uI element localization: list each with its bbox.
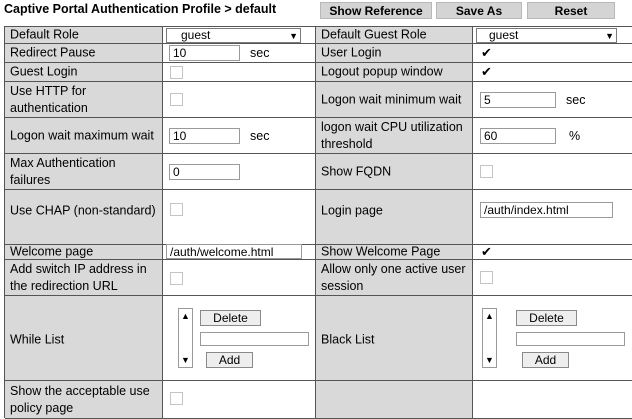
welcome-page-value-cell (163, 245, 316, 260)
default-guest-role-label-cell (316, 27, 473, 44)
scroll-down-icon[interactable]: ▼ (181, 355, 190, 365)
show-welcome-page-value-cell (473, 245, 632, 260)
black-list-add-button[interactable]: Add (522, 352, 569, 368)
show-fqdn-label-cell (316, 154, 473, 190)
add-switch-ip-value-cell (163, 260, 316, 296)
use-chap-checkbox[interactable] (170, 203, 183, 216)
guest-login-value-cell (163, 63, 316, 82)
logout-popup-checkbox[interactable]: ✔ (481, 64, 492, 79)
logout-popup-value-cell (473, 63, 632, 82)
logon-wait-min-unit: sec (566, 93, 586, 107)
add-switch-ip-label-cell (5, 260, 163, 296)
one-active-session-value-cell (473, 260, 632, 296)
user-login-checkbox[interactable]: ✔ (481, 45, 492, 60)
login-page-input[interactable] (480, 202, 613, 218)
black-list-value-cell (473, 296, 632, 381)
empty-value-cell (473, 381, 632, 419)
page-title: Captive Portal Authentication Profile > default (4, 2, 277, 16)
guest-login-label-cell (5, 63, 163, 82)
welcome-page-label-cell (5, 245, 163, 260)
max-auth-failures-input[interactable] (169, 164, 240, 180)
show-welcome-page-label-cell (316, 245, 473, 260)
default-guest-role-selected: guest (489, 28, 519, 42)
default-role-selected: guest (181, 28, 211, 42)
logon-wait-min-label-cell (316, 82, 473, 118)
redirect-pause-input[interactable] (169, 45, 240, 61)
white-list-delete-button[interactable]: Delete (200, 310, 261, 326)
logon-wait-max-value-cell (163, 118, 316, 154)
use-http-value-cell (163, 82, 316, 118)
logon-wait-max-unit: sec (250, 129, 270, 143)
empty-label-cell (316, 381, 473, 419)
use-chap-label: Use CHAP (non-standard) (10, 203, 156, 218)
login-page-label: Login page (321, 203, 383, 218)
add-switch-ip-label: Add switch IP address in the redirection URL (10, 261, 147, 293)
use-http-label-cell (5, 82, 163, 118)
show-aup-checkbox[interactable] (170, 392, 183, 405)
redirect-pause-label: Redirect Pause (10, 45, 96, 60)
max-auth-failures-value-cell (163, 154, 316, 190)
logon-wait-min-value-cell (473, 82, 632, 118)
use-http-checkbox[interactable] (170, 93, 183, 106)
one-active-session-label-cell (316, 260, 473, 296)
logout-popup-label-cell (316, 63, 473, 82)
max-auth-failures-label-cell (5, 154, 163, 190)
use-http-label: Use HTTP for authentication (10, 83, 88, 115)
user-login-label-cell (316, 44, 473, 63)
login-page-value-cell (473, 190, 632, 245)
max-auth-failures-label: Max Authentication failures (10, 155, 116, 187)
white-list-value-cell (163, 296, 316, 381)
white-list-label-cell (5, 296, 163, 381)
scroll-up-icon[interactable]: ▲ (485, 311, 494, 321)
logon-wait-min-label: Logon wait minimum wait (321, 92, 462, 106)
chevron-down-icon: ▼ (289, 31, 298, 41)
logon-wait-max-input[interactable] (169, 128, 240, 144)
default-guest-role-label: Default Guest Role (321, 27, 427, 42)
logon-wait-cpu-label-cell (316, 118, 473, 154)
use-chap-label-cell (5, 190, 163, 245)
black-list-label: Black List (321, 332, 375, 347)
logout-popup-label: Logout popup window (321, 64, 443, 79)
default-role-label-cell (5, 27, 163, 44)
default-guest-role-value-cell (473, 27, 632, 44)
one-active-session-checkbox[interactable] (480, 271, 493, 284)
show-aup-value-cell (163, 381, 316, 419)
reset-button[interactable]: Reset (527, 2, 615, 19)
logon-wait-cpu-label: logon wait CPU utilization threshold (321, 119, 463, 151)
show-welcome-page-label: Show Welcome Page (321, 244, 441, 259)
welcome-page-label: Welcome page (10, 244, 94, 259)
show-reference-button[interactable]: Show Reference (320, 2, 432, 19)
use-chap-value-cell (163, 190, 316, 245)
black-list-listbox[interactable] (482, 308, 497, 368)
scroll-up-icon[interactable]: ▲ (181, 311, 190, 321)
login-page-label-cell (316, 190, 473, 245)
show-fqdn-value-cell (473, 154, 632, 190)
add-switch-ip-checkbox[interactable] (170, 272, 183, 285)
logon-wait-cpu-value-cell (473, 118, 632, 154)
black-list-new-entry-input[interactable] (516, 332, 625, 346)
show-aup-label: Show the acceptable use policy page (10, 383, 150, 415)
redirect-pause-value-cell (163, 44, 316, 63)
logon-wait-cpu-input[interactable] (480, 128, 556, 144)
white-list-add-button[interactable]: Add (206, 352, 253, 368)
one-active-session-label: Allow only one active user session (321, 261, 466, 293)
logon-wait-cpu-unit: % (569, 129, 581, 143)
default-guest-role-select[interactable] (476, 28, 617, 43)
redirect-pause-unit: sec (250, 46, 270, 60)
show-fqdn-label: Show FQDN (321, 164, 392, 178)
profile-form-grid (4, 26, 632, 418)
redirect-pause-label-cell (5, 44, 163, 63)
black-list-delete-button[interactable]: Delete (516, 310, 577, 326)
white-list-new-entry-input[interactable] (200, 332, 309, 346)
guest-login-checkbox[interactable] (170, 66, 183, 79)
user-login-label: User Login (321, 45, 382, 60)
default-role-label: Default Role (10, 27, 79, 42)
user-login-value-cell (473, 44, 632, 63)
scroll-down-icon[interactable]: ▼ (485, 355, 494, 365)
logon-wait-max-label: Logon wait maximum wait (10, 128, 154, 142)
guest-login-label: Guest Login (10, 64, 78, 79)
show-aup-label-cell (5, 381, 163, 419)
default-role-value-cell (163, 27, 316, 44)
welcome-page-input[interactable] (166, 244, 302, 259)
default-role-select[interactable] (166, 28, 301, 43)
black-list-label-cell (316, 296, 473, 381)
save-as-button[interactable]: Save As (436, 2, 522, 19)
white-list-label: While List (10, 332, 65, 347)
logon-wait-min-input[interactable] (480, 92, 556, 108)
chevron-down-icon: ▼ (605, 31, 614, 41)
show-fqdn-checkbox[interactable] (480, 165, 493, 178)
show-welcome-page-checkbox[interactable]: ✔ (481, 244, 492, 259)
logon-wait-max-label-cell (5, 118, 163, 154)
white-list-listbox[interactable] (178, 308, 193, 368)
